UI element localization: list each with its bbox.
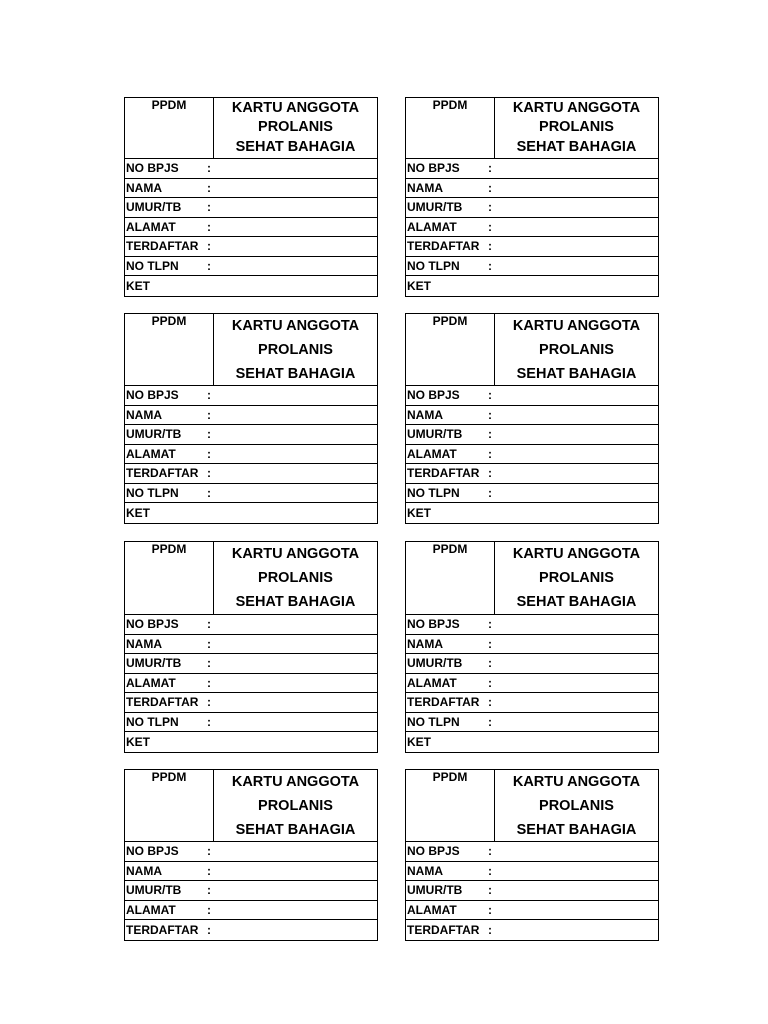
- field-row: [125, 732, 377, 752]
- card-title-line: KARTU ANGGOTA: [512, 546, 641, 562]
- ppdm-label: PPDM: [125, 542, 214, 614]
- card-title-line: PROLANIS: [539, 797, 614, 814]
- field-separator: :: [488, 902, 492, 917]
- field-separator: :: [207, 844, 211, 859]
- field-separator: :: [207, 466, 211, 481]
- card-title-line: SEHAT BAHAGIA: [235, 138, 356, 155]
- field-label: NAMA: [126, 180, 162, 195]
- card-title-line: SEHAT BAHAGIA: [516, 821, 637, 838]
- field-separator: :: [207, 239, 211, 254]
- field-label: TERDAFTAR: [126, 695, 199, 710]
- field-label: UMUR/TB: [126, 656, 182, 671]
- field-row: [406, 237, 658, 257]
- field-row: [406, 881, 658, 901]
- field-row: [125, 179, 377, 199]
- card-header: [125, 98, 377, 159]
- card-title-line: KARTU ANGGOTA: [231, 99, 360, 116]
- field-row: [125, 654, 377, 674]
- card-title-line: PROLANIS: [539, 119, 614, 136]
- field-separator: :: [488, 258, 492, 273]
- field-row: [406, 159, 658, 179]
- field-row: [406, 654, 658, 674]
- ppdm-label: PPDM: [125, 770, 214, 841]
- card-title-line: KARTU ANGGOTA: [231, 546, 360, 562]
- field-label: NO BPJS: [407, 161, 460, 176]
- member-card: [405, 97, 659, 297]
- member-card: [405, 541, 659, 753]
- field-row: [125, 842, 377, 862]
- field-label: TERDAFTAR: [126, 239, 199, 254]
- field-label: NO TLPN: [407, 258, 460, 273]
- field-separator: :: [488, 388, 492, 403]
- field-label: NO TLPN: [407, 714, 460, 729]
- field-separator: :: [488, 485, 492, 500]
- field-separator: :: [488, 714, 492, 729]
- field-label: UMUR/TB: [407, 200, 463, 215]
- field-row: [406, 445, 658, 465]
- field-label: ALAMAT: [126, 902, 176, 917]
- field-separator: :: [207, 427, 211, 442]
- card-title: [214, 98, 377, 158]
- field-row: [406, 635, 658, 655]
- field-row: [406, 674, 658, 694]
- field-label: TERDAFTAR: [407, 466, 480, 481]
- card-title-line: SEHAT BAHAGIA: [235, 594, 356, 610]
- field-label: NAMA: [407, 863, 443, 878]
- field-separator: :: [207, 656, 211, 671]
- field-label: TERDAFTAR: [407, 239, 480, 254]
- field-label: KET: [407, 505, 431, 520]
- field-row: [406, 862, 658, 882]
- field-row: [406, 276, 658, 296]
- field-separator: :: [207, 863, 211, 878]
- field-separator: :: [488, 161, 492, 176]
- field-row: [406, 615, 658, 635]
- field-row: [125, 693, 377, 713]
- field-row: [406, 179, 658, 199]
- card-title-line: KARTU ANGGOTA: [512, 317, 641, 334]
- field-separator: :: [488, 446, 492, 461]
- field-label: KET: [126, 734, 150, 749]
- field-label: KET: [126, 505, 150, 520]
- field-separator: :: [207, 617, 211, 632]
- field-label: TERDAFTAR: [407, 695, 480, 710]
- ppdm-label: PPDM: [406, 770, 495, 841]
- field-row: [125, 237, 377, 257]
- field-row: [125, 881, 377, 901]
- field-row: [125, 713, 377, 733]
- field-row: [125, 386, 377, 406]
- field-label: NO TLPN: [407, 485, 460, 500]
- field-separator: :: [207, 922, 211, 937]
- field-row: [406, 464, 658, 484]
- field-label: UMUR/TB: [407, 427, 463, 442]
- field-separator: :: [207, 388, 211, 403]
- field-separator: :: [207, 883, 211, 898]
- field-row: [125, 484, 377, 504]
- field-row: [125, 920, 377, 940]
- field-label: NAMA: [126, 863, 162, 878]
- card-title-line: SEHAT BAHAGIA: [235, 365, 356, 382]
- field-separator: :: [488, 407, 492, 422]
- ppdm-label: PPDM: [406, 542, 495, 614]
- card-title-line: KARTU ANGGOTA: [231, 317, 360, 334]
- card-title-line: SEHAT BAHAGIA: [235, 821, 356, 838]
- field-row: [406, 732, 658, 752]
- field-label: NO BPJS: [126, 388, 179, 403]
- card-title: [214, 770, 377, 841]
- field-label: ALAMAT: [126, 675, 176, 690]
- field-row: [125, 276, 377, 296]
- card-title: [214, 542, 377, 614]
- card-title-line: KARTU ANGGOTA: [512, 99, 641, 116]
- field-separator: :: [488, 636, 492, 651]
- card-header: [125, 314, 377, 386]
- field-row: [125, 901, 377, 921]
- field-separator: :: [207, 485, 211, 500]
- field-row: [406, 920, 658, 940]
- field-separator: :: [488, 844, 492, 859]
- field-row: [125, 862, 377, 882]
- field-separator: :: [488, 656, 492, 671]
- field-row: [125, 406, 377, 426]
- field-separator: :: [207, 675, 211, 690]
- member-card: [405, 769, 659, 941]
- member-card: [124, 313, 378, 524]
- field-separator: :: [488, 219, 492, 234]
- field-label: KET: [407, 734, 431, 749]
- field-row: [125, 464, 377, 484]
- field-label: KET: [407, 278, 431, 293]
- field-row: [125, 503, 377, 523]
- field-label: NO TLPN: [126, 258, 179, 273]
- card-title: [495, 542, 658, 614]
- card-header: [406, 314, 658, 386]
- field-label: NO BPJS: [407, 617, 460, 632]
- field-row: [125, 425, 377, 445]
- field-separator: :: [207, 161, 211, 176]
- field-separator: :: [488, 617, 492, 632]
- field-row: [125, 198, 377, 218]
- field-separator: :: [488, 695, 492, 710]
- field-row: [406, 386, 658, 406]
- field-row: [406, 713, 658, 733]
- member-card: [124, 97, 378, 297]
- field-label: NAMA: [407, 180, 443, 195]
- field-label: TERDAFTAR: [126, 466, 199, 481]
- member-card: [124, 541, 378, 753]
- field-row: [406, 693, 658, 713]
- field-separator: :: [488, 427, 492, 442]
- field-separator: :: [488, 675, 492, 690]
- field-row: [406, 901, 658, 921]
- field-row: [406, 198, 658, 218]
- card-title-line: PROLANIS: [258, 570, 333, 586]
- field-row: [406, 503, 658, 523]
- field-label: NO BPJS: [407, 844, 460, 859]
- field-row: [406, 257, 658, 277]
- field-label: NO BPJS: [407, 388, 460, 403]
- field-row: [406, 218, 658, 238]
- field-separator: :: [207, 180, 211, 195]
- field-row: [125, 159, 377, 179]
- field-row: [125, 218, 377, 238]
- member-card: [405, 313, 659, 524]
- card-header: [406, 542, 658, 615]
- field-separator: :: [207, 407, 211, 422]
- field-label: NO TLPN: [126, 714, 179, 729]
- field-label: ALAMAT: [407, 902, 457, 917]
- card-title-line: PROLANIS: [539, 570, 614, 586]
- card-header: [406, 98, 658, 159]
- field-row: [406, 406, 658, 426]
- ppdm-label: PPDM: [406, 314, 495, 385]
- card-title-line: PROLANIS: [539, 341, 614, 358]
- field-label: TERDAFTAR: [126, 922, 199, 937]
- field-row: [125, 257, 377, 277]
- field-label: NO BPJS: [126, 617, 179, 632]
- field-label: ALAMAT: [126, 446, 176, 461]
- card-title-line: SEHAT BAHAGIA: [516, 594, 637, 610]
- member-card: [124, 769, 378, 941]
- field-row: [406, 484, 658, 504]
- field-label: ALAMAT: [407, 675, 457, 690]
- field-label: NAMA: [407, 407, 443, 422]
- card-title-line: SEHAT BAHAGIA: [516, 365, 637, 382]
- field-separator: :: [488, 922, 492, 937]
- field-row: [125, 615, 377, 635]
- field-label: UMUR/TB: [126, 883, 182, 898]
- field-row: [125, 674, 377, 694]
- field-row: [125, 445, 377, 465]
- field-label: NO BPJS: [126, 844, 179, 859]
- field-label: NAMA: [126, 407, 162, 422]
- field-separator: :: [207, 636, 211, 651]
- field-separator: :: [488, 863, 492, 878]
- field-label: UMUR/TB: [126, 200, 182, 215]
- card-title-line: SEHAT BAHAGIA: [516, 138, 637, 155]
- field-label: NAMA: [407, 636, 443, 651]
- field-label: NAMA: [126, 636, 162, 651]
- field-label: ALAMAT: [407, 446, 457, 461]
- card-title-line: PROLANIS: [258, 341, 333, 358]
- field-row: [406, 425, 658, 445]
- field-separator: :: [488, 883, 492, 898]
- ppdm-label: PPDM: [125, 98, 214, 158]
- field-separator: :: [207, 902, 211, 917]
- card-title-line: KARTU ANGGOTA: [231, 773, 360, 790]
- card-title: [495, 770, 658, 841]
- card-title: [495, 98, 658, 158]
- field-label: UMUR/TB: [126, 427, 182, 442]
- field-separator: :: [207, 446, 211, 461]
- field-row: [125, 635, 377, 655]
- card-title-line: PROLANIS: [258, 797, 333, 814]
- card-title: [495, 314, 658, 385]
- ppdm-label: PPDM: [406, 98, 495, 158]
- field-separator: :: [488, 180, 492, 195]
- field-label: UMUR/TB: [407, 883, 463, 898]
- card-title-line: PROLANIS: [258, 119, 333, 136]
- field-label: NO BPJS: [126, 161, 179, 176]
- card-title: [214, 314, 377, 385]
- field-separator: :: [207, 219, 211, 234]
- field-separator: :: [207, 714, 211, 729]
- field-separator: :: [488, 200, 492, 215]
- field-label: KET: [126, 278, 150, 293]
- card-header: [125, 542, 377, 615]
- field-separator: :: [207, 695, 211, 710]
- card-header: [125, 770, 377, 842]
- field-label: TERDAFTAR: [407, 922, 480, 937]
- field-separator: :: [488, 239, 492, 254]
- field-label: ALAMAT: [407, 219, 457, 234]
- field-separator: :: [207, 258, 211, 273]
- field-row: [406, 842, 658, 862]
- card-title-line: KARTU ANGGOTA: [512, 773, 641, 790]
- field-separator: :: [488, 466, 492, 481]
- ppdm-label: PPDM: [125, 314, 214, 385]
- field-separator: :: [207, 200, 211, 215]
- card-header: [406, 770, 658, 842]
- field-label: ALAMAT: [126, 219, 176, 234]
- field-label: UMUR/TB: [407, 656, 463, 671]
- field-label: NO TLPN: [126, 485, 179, 500]
